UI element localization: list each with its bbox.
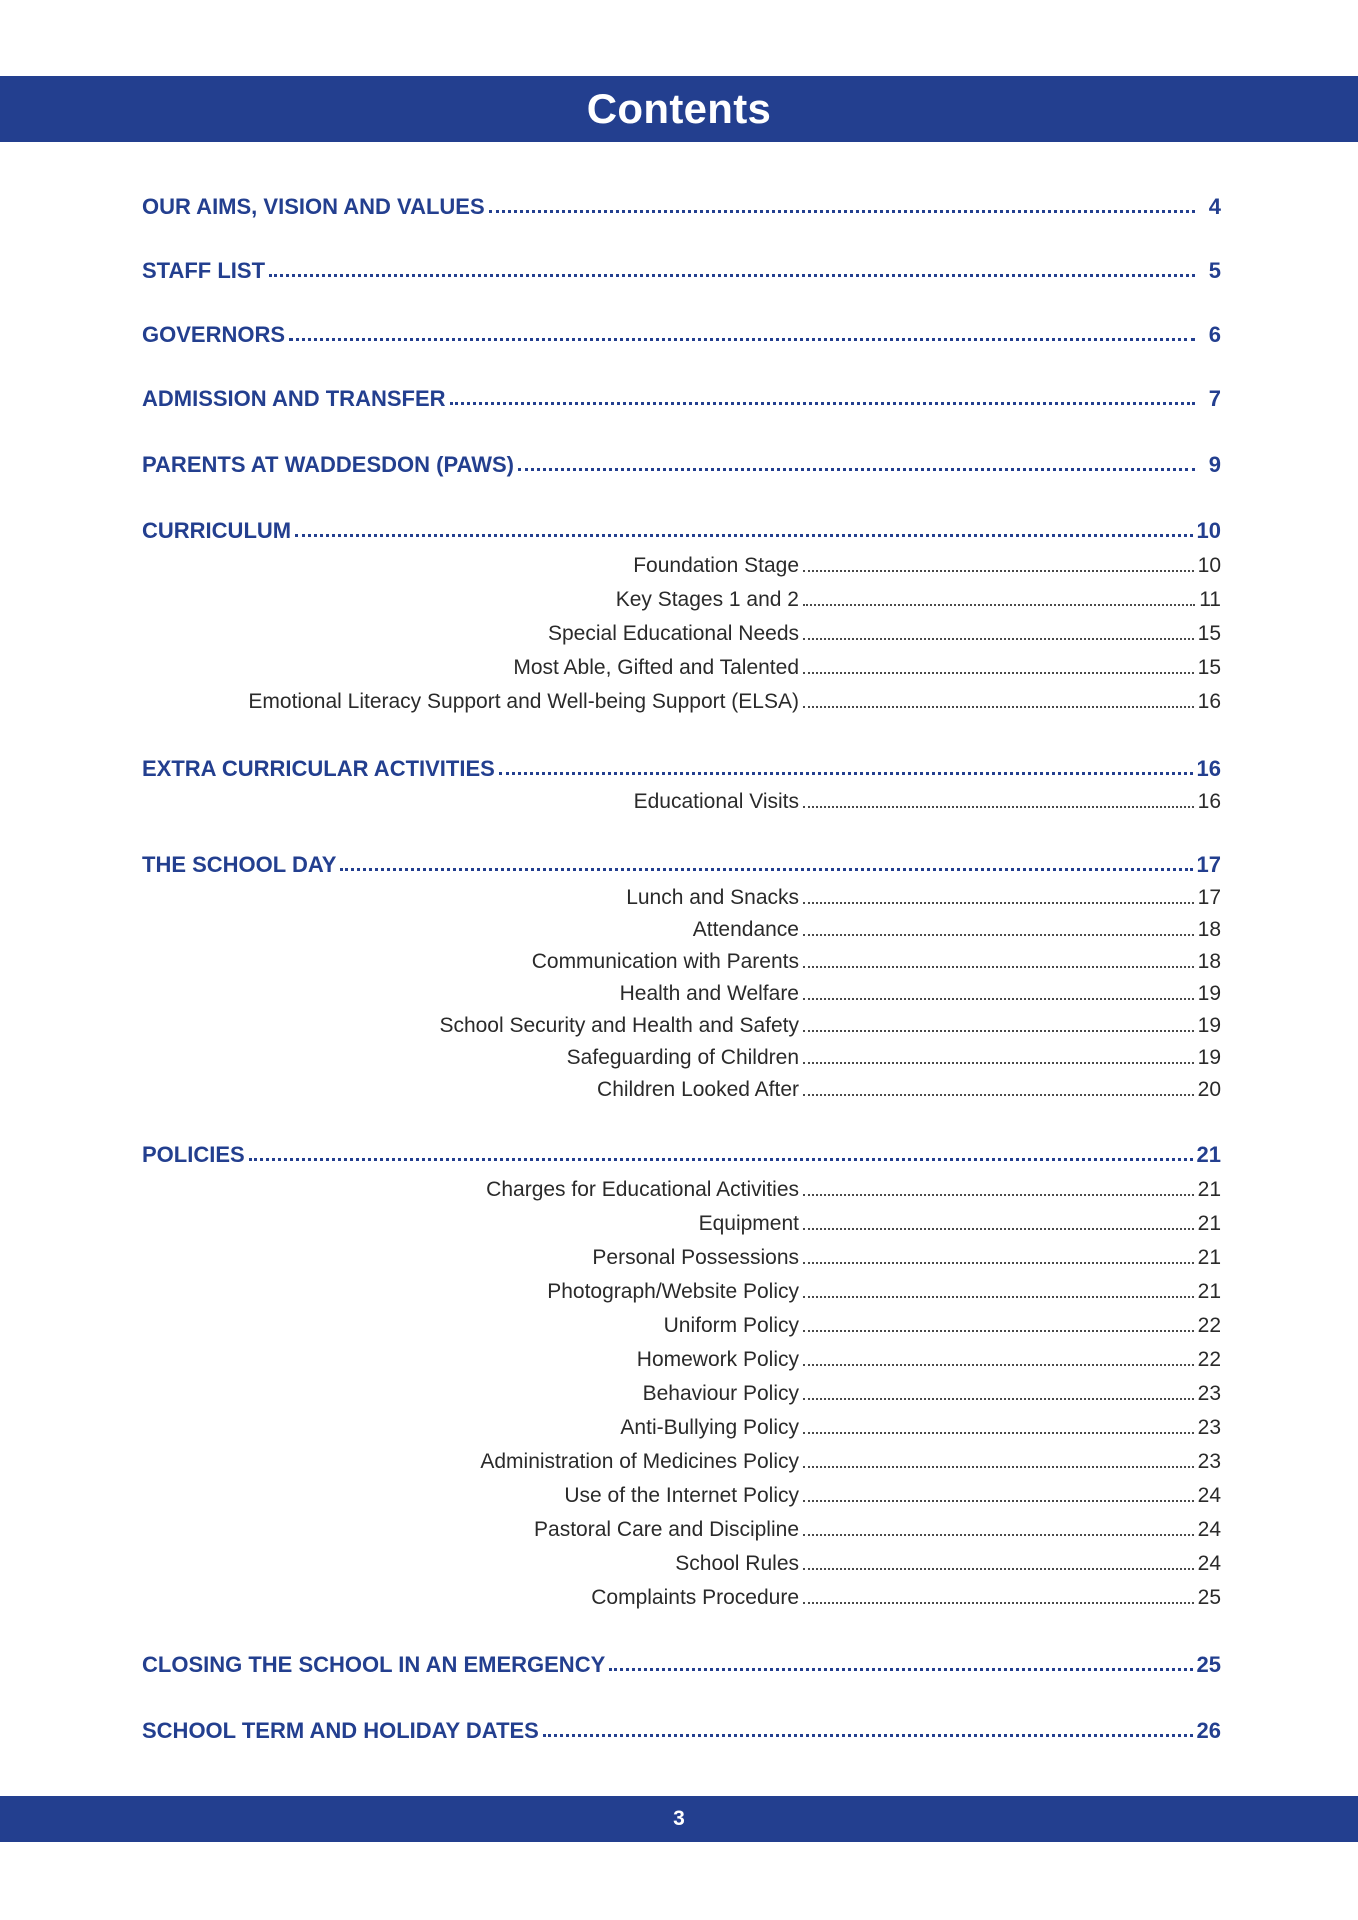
toc-subentry-page: 18 — [1197, 950, 1221, 973]
toc-subentry[interactable] — [142, 1274, 1221, 1304]
toc-subentry[interactable] — [142, 1444, 1221, 1474]
toc-entry-page: 7 — [1208, 386, 1221, 411]
page-title: Contents — [586, 85, 772, 132]
toc-entry-label: STAFF LIST — [142, 258, 266, 283]
toc-subentry-label: Equipment — [698, 1212, 799, 1235]
toc-subentry-label: Children Looked After — [597, 1078, 799, 1101]
toc-entry-page: 17 — [1196, 852, 1221, 877]
toc-subentry[interactable] — [142, 1580, 1221, 1610]
toc-subentry-page: 21 — [1197, 1178, 1221, 1201]
toc-subentry-label: Health and Welfare — [619, 982, 799, 1005]
toc-subentry-page: 24 — [1197, 1518, 1221, 1541]
toc-subentry-page: 17 — [1197, 886, 1221, 909]
toc-subentry-page: 16 — [1197, 690, 1221, 713]
toc-subentry-label: Lunch and Snacks — [626, 886, 799, 909]
toc-subentry-page: 19 — [1197, 982, 1221, 1005]
toc-subentry-label: Pastoral Care and Discipline — [534, 1518, 799, 1541]
toc-entry-school-day[interactable] — [142, 848, 1221, 878]
toc-subentry-label: Photograph/Website Policy — [547, 1280, 799, 1303]
toc-subentry-label: Complaints Procedure — [591, 1586, 799, 1609]
toc-subentry-page: 23 — [1197, 1416, 1221, 1439]
toc-subentry-label: Communication with Parents — [531, 950, 799, 973]
dot-leader — [803, 638, 1194, 640]
toc-subentry-page: 18 — [1197, 918, 1221, 941]
toc-subentry-page: 21 — [1197, 1212, 1221, 1235]
dot-leader — [803, 1062, 1194, 1064]
dot-leader — [803, 806, 1194, 808]
toc-subentry-label: Special Educational Needs — [548, 622, 799, 645]
toc-subentry[interactable] — [142, 1040, 1221, 1070]
toc-subentry-page: 21 — [1197, 1246, 1221, 1269]
toc-subentry[interactable] — [142, 880, 1221, 910]
toc-subentry-label: Key Stages 1 and 2 — [615, 588, 799, 611]
toc-subentry[interactable] — [142, 1206, 1221, 1236]
dot-leader — [803, 998, 1194, 1000]
toc-subentry-label: Use of the Internet Policy — [564, 1484, 799, 1507]
toc-subentry-page: 11 — [1199, 588, 1221, 611]
dot-leader — [803, 570, 1194, 572]
toc-subentry[interactable] — [142, 1308, 1221, 1338]
toc-subentry-page: 19 — [1197, 1014, 1221, 1037]
toc-subentry-label: Behaviour Policy — [642, 1382, 799, 1405]
toc-entry-page: 9 — [1208, 452, 1221, 477]
table-of-contents — [142, 0, 1221, 1920]
dot-leader — [803, 1194, 1194, 1196]
toc-entry-policies[interactable] — [142, 1138, 1221, 1168]
toc-subentry[interactable] — [142, 784, 1221, 814]
dot-leader — [803, 902, 1194, 904]
toc-subentry[interactable] — [142, 1240, 1221, 1270]
toc-entry-closing-school[interactable] — [142, 1648, 1221, 1678]
dot-leader — [803, 1432, 1194, 1434]
toc-entry-label: CURRICULUM — [142, 518, 292, 543]
toc-subentry-page: 24 — [1197, 1484, 1221, 1507]
toc-subentry-label: Emotional Literacy Support and Well-being Support (ELSA) — [248, 690, 799, 713]
toc-entry-label: GOVERNORS — [142, 322, 286, 347]
toc-subentry[interactable] — [142, 616, 1221, 646]
toc-subentry-label: Most Able, Gifted and Talented — [513, 656, 799, 679]
toc-subentry[interactable] — [142, 1008, 1221, 1038]
toc-subentry[interactable] — [142, 912, 1221, 942]
dot-leader — [803, 1296, 1194, 1298]
toc-entry-label: SCHOOL TERM AND HOLIDAY DATES — [142, 1718, 539, 1743]
dot-leader — [803, 1500, 1194, 1502]
toc-subentry-page: 21 — [1197, 1280, 1221, 1303]
toc-entry-page: 16 — [1196, 756, 1221, 781]
dot-leader — [518, 468, 1195, 471]
dot-leader — [803, 1364, 1194, 1366]
toc-entry-page: 21 — [1196, 1142, 1221, 1167]
toc-subentry-page: 22 — [1197, 1348, 1221, 1371]
toc-subentry[interactable] — [142, 650, 1221, 680]
toc-subentry-label: Personal Possessions — [592, 1246, 799, 1269]
toc-entry-term-dates[interactable] — [142, 1714, 1221, 1744]
toc-subentry-page: 20 — [1197, 1078, 1221, 1101]
toc-subentry-page: 10 — [1197, 554, 1221, 577]
dot-leader — [803, 1602, 1194, 1604]
toc-subentry-page: 22 — [1197, 1314, 1221, 1337]
toc-entry-label: ADMISSION AND TRANSFER — [142, 386, 446, 411]
toc-subentry-label: Homework Policy — [636, 1348, 799, 1371]
dot-leader — [803, 1466, 1194, 1468]
dot-leader — [803, 672, 1194, 674]
toc-subentry-page: 23 — [1197, 1382, 1221, 1405]
toc-entry-page: 10 — [1196, 518, 1221, 543]
dot-leader — [803, 1228, 1194, 1230]
toc-subentry[interactable] — [142, 976, 1221, 1006]
toc-entry-label: CLOSING THE SCHOOL IN AN EMERGENCY — [142, 1652, 606, 1677]
dot-leader — [803, 1398, 1194, 1400]
footer-bar — [0, 1796, 1358, 1842]
toc-entry-page: 4 — [1208, 194, 1221, 219]
toc-subentry-page: 25 — [1197, 1586, 1221, 1609]
dot-leader — [289, 338, 1195, 341]
dot-leader — [803, 1330, 1194, 1332]
dot-leader — [450, 402, 1195, 405]
dot-leader — [543, 1734, 1193, 1737]
toc-subentry-page: 15 — [1197, 656, 1221, 679]
toc-entry-page: 25 — [1196, 1652, 1221, 1677]
toc-subentry-label: Uniform Policy — [663, 1314, 799, 1337]
toc-subentry-label: Foundation Stage — [633, 554, 799, 577]
dot-leader — [269, 274, 1195, 277]
dot-leader — [803, 934, 1194, 936]
dot-leader — [803, 706, 1194, 708]
toc-subentry-label: Safeguarding of Children — [566, 1046, 799, 1069]
toc-subentry[interactable] — [142, 582, 1221, 612]
dot-leader — [803, 1030, 1194, 1032]
dot-leader — [609, 1668, 1192, 1671]
toc-subentry-label: Anti-Bullying Policy — [620, 1416, 799, 1439]
toc-entry-admission[interactable] — [142, 382, 1221, 412]
toc-subentry-label: School Rules — [675, 1552, 799, 1575]
toc-subentry-page: 15 — [1197, 622, 1221, 645]
toc-entry-aims[interactable] — [142, 190, 1221, 220]
toc-subentry[interactable] — [142, 1376, 1221, 1406]
toc-subentry[interactable] — [142, 1410, 1221, 1440]
page-number: 3 — [673, 1807, 685, 1830]
toc-subentry[interactable] — [142, 1512, 1221, 1542]
toc-entry-label: OUR AIMS, VISION AND VALUES — [142, 194, 485, 219]
toc-entry-page: 6 — [1208, 322, 1221, 347]
dot-leader — [803, 604, 1195, 606]
toc-entry-curriculum[interactable] — [142, 514, 1221, 544]
toc-entry-label: POLICIES — [142, 1142, 245, 1167]
dot-leader — [803, 1568, 1194, 1570]
toc-subentry[interactable] — [142, 1478, 1221, 1508]
toc-entry-label: EXTRA CURRICULAR ACTIVITIES — [142, 756, 495, 781]
toc-subentry[interactable] — [142, 684, 1221, 714]
toc-entry-page: 5 — [1208, 258, 1221, 283]
toc-entry-governors[interactable] — [142, 318, 1221, 348]
dot-leader — [499, 772, 1193, 775]
toc-subentry[interactable] — [142, 1172, 1221, 1202]
toc-subentry-label: Administration of Medicines Policy — [480, 1450, 799, 1473]
toc-entry-label: PARENTS AT WADDESDON (PAWS) — [142, 452, 514, 477]
dot-leader — [489, 210, 1195, 213]
dot-leader — [295, 534, 1192, 537]
toc-subentry-page: 19 — [1197, 1046, 1221, 1069]
toc-subentry[interactable] — [142, 1072, 1221, 1102]
dot-leader — [803, 966, 1194, 968]
dot-leader — [249, 1158, 1193, 1161]
toc-subentry-label: Educational Visits — [633, 790, 799, 813]
toc-subentry[interactable] — [142, 1342, 1221, 1372]
toc-subentry-page: 24 — [1197, 1552, 1221, 1575]
toc-subentry-page: 23 — [1197, 1450, 1221, 1473]
toc-entry-staff[interactable] — [142, 254, 1221, 284]
toc-entry-paws[interactable] — [142, 448, 1221, 478]
dot-leader — [340, 868, 1192, 871]
dot-leader — [803, 1534, 1194, 1536]
toc-subentry[interactable] — [142, 1546, 1221, 1576]
toc-entry-extra-curricular[interactable] — [142, 752, 1221, 782]
toc-subentry[interactable] — [142, 548, 1221, 578]
toc-subentry-label: Attendance — [692, 918, 799, 941]
toc-subentry-label: School Security and Health and Safety — [439, 1014, 799, 1037]
dot-leader — [803, 1262, 1194, 1264]
toc-subentry-page: 16 — [1197, 790, 1221, 813]
toc-entry-page: 26 — [1196, 1718, 1221, 1743]
toc-entry-label: THE SCHOOL DAY — [142, 852, 337, 877]
toc-subentry-label: Charges for Educational Activities — [486, 1178, 799, 1201]
dot-leader — [803, 1094, 1194, 1096]
toc-subentry[interactable] — [142, 944, 1221, 974]
